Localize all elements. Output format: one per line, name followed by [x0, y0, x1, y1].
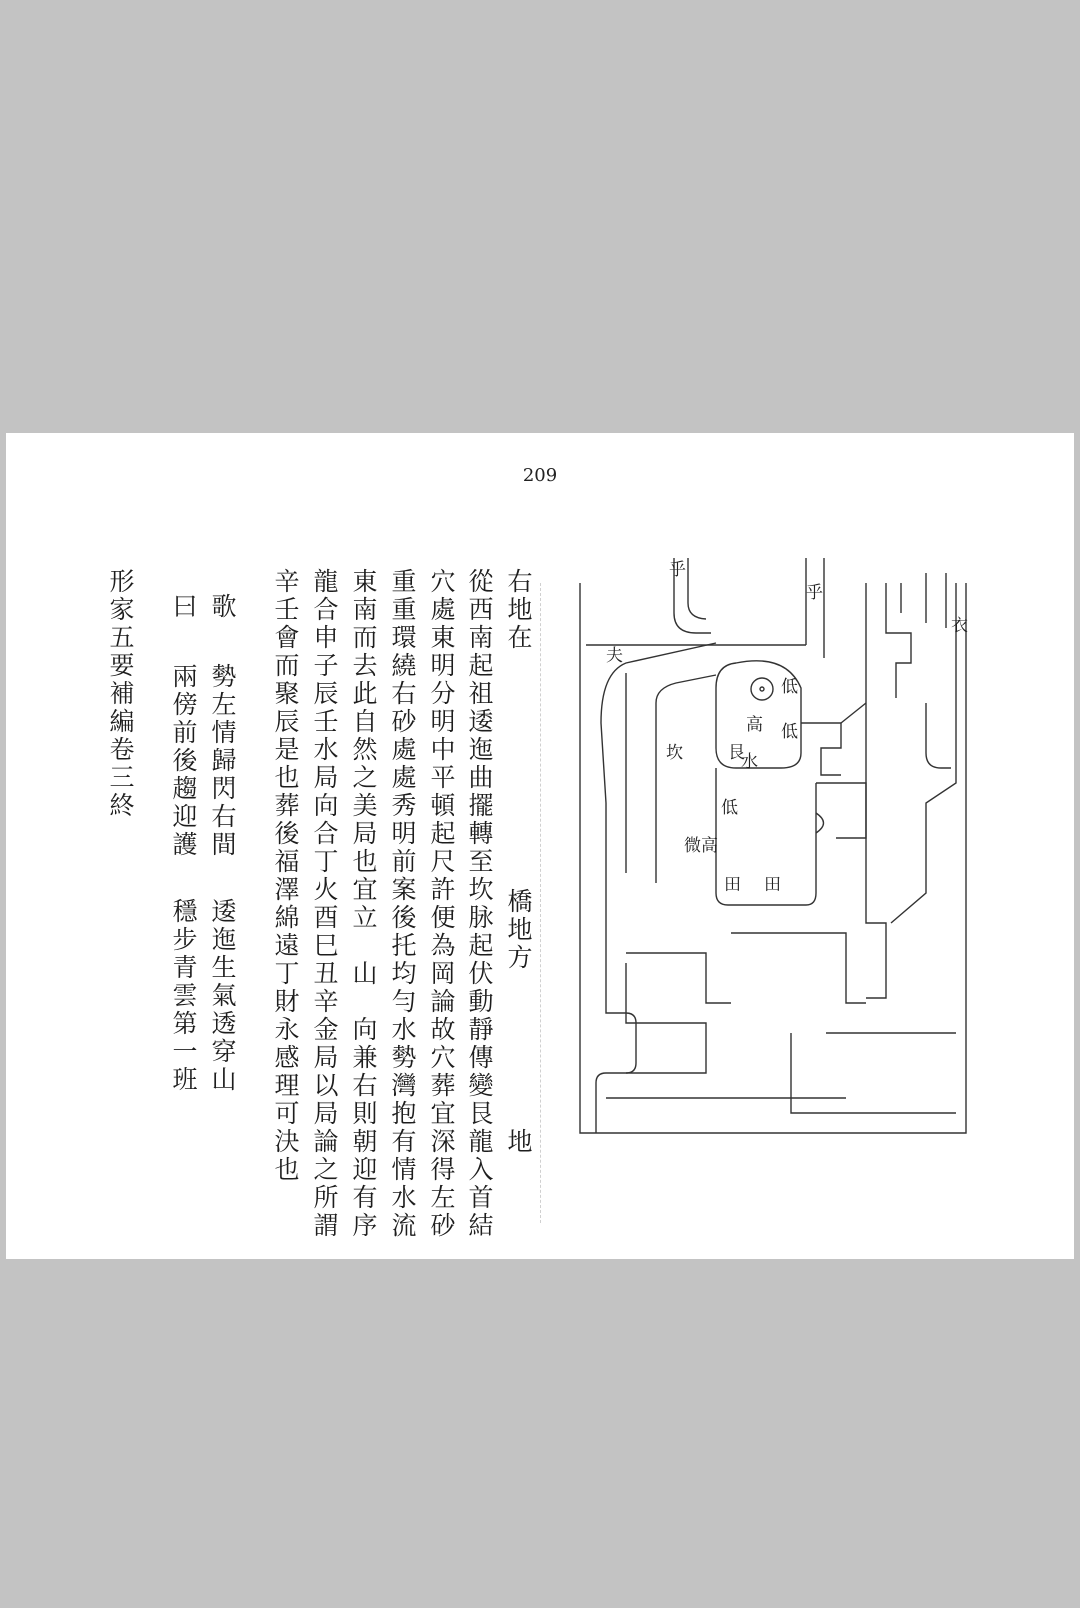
- map-label-low-2: 低: [781, 722, 798, 742]
- map-label-high: 高: [746, 715, 763, 735]
- document-page: [6, 433, 1074, 1259]
- text-column-7: 辛壬會而聚辰是也葬後福澤綿遠丁財永感理可決也: [271, 568, 300, 1184]
- page-fold: [540, 583, 541, 1223]
- text-column-5: 東南而去此自然之美局也宜立 山 向兼右則朝迎有序: [349, 568, 378, 1240]
- text-column-4: 重重環繞右砂處處秀明前案後托均勻水勢灣抱有情水流: [388, 568, 417, 1240]
- volume-end-title: 形家五要補編卷三終: [106, 568, 135, 820]
- page-number: 209: [522, 465, 558, 486]
- text-column-1: 右地在: [504, 568, 533, 652]
- text-column-2: 從西南起祖逶迤曲擺轉至坎脉起伏動靜傳變艮龍入首結: [465, 568, 494, 1240]
- text-column-1c: 地: [504, 1128, 533, 1156]
- map-label-hu2: 乎: [806, 583, 823, 603]
- map-label-kan: 坎: [666, 743, 683, 763]
- map-label-shui: 水: [741, 752, 758, 772]
- map-label-gen: 艮: [728, 743, 745, 763]
- song-label-ge: 歌: [208, 593, 237, 621]
- map-label-low-1: 低: [781, 677, 798, 697]
- map-label-field-2: 田: [764, 875, 781, 895]
- text-column-3: 穴處東明分明中平頓起尺許便為岡論故穴葬宜深得左砂: [427, 568, 456, 1240]
- song-line-4: 穩步青雲第一班: [169, 898, 198, 1094]
- map-label-hu1: 乎: [669, 560, 686, 580]
- terrain-map: [566, 553, 996, 1163]
- song-line-1: 勢左情歸閃右間: [208, 663, 237, 859]
- song-line-3: 兩傍前後趨迎護: [169, 663, 198, 859]
- map-label-yi: 衣: [951, 616, 968, 636]
- map-label-fu: 夫: [606, 646, 623, 666]
- map-outer-frame: [580, 583, 966, 1133]
- map-label-slight-high: 微高: [684, 836, 718, 856]
- text-column-1b: 橋地方: [504, 888, 533, 972]
- song-line-2: 逶迤生氣透穿山: [208, 898, 237, 1094]
- text-area: [106, 568, 533, 1240]
- map-label-low-3: 低: [721, 798, 738, 818]
- text-column-6: 龍合申子辰壬水局向合丁火酉巳丑辛金局以局論之所謂: [310, 568, 339, 1240]
- map-label-field-1: 田: [724, 875, 741, 895]
- song-label-yue: 曰: [169, 593, 198, 621]
